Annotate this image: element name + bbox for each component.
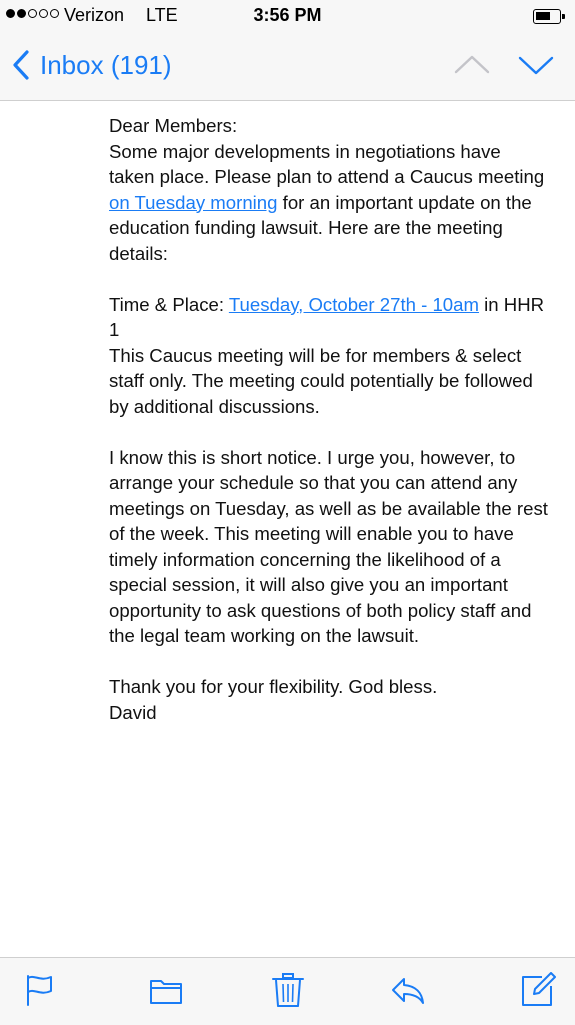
location-text: in HHR 1 [109, 293, 545, 340]
compose-icon [520, 972, 556, 1008]
back-to-inbox-button[interactable] [10, 48, 172, 82]
clock: 3:56 PM [253, 5, 322, 25]
chevron-left-icon [10, 48, 32, 82]
email-closing: Thank you for your flexibility. God bless. [109, 676, 438, 697]
email-text: Some major developments in negotiations have taken place. Please plan to attend a Caucus meeting [109, 140, 545, 187]
folder-icon [148, 972, 184, 1008]
email-greeting: Dear Members: [109, 115, 238, 136]
flag-button[interactable] [22, 972, 58, 1008]
previous-message-button[interactable] [452, 48, 492, 82]
bottom-toolbar [0, 957, 575, 1025]
email-time-place [109, 292, 549, 343]
status-bar [0, 0, 575, 34]
next-message-button[interactable] [516, 48, 556, 82]
nav-bar [0, 34, 575, 101]
carrier-name: Verizon [64, 5, 125, 25]
date-link-tuesday-morning[interactable]: on Tuesday morning [109, 191, 278, 213]
network-type: LTE [146, 5, 178, 25]
email-paragraph-3: I know this is short notice. I urge you, however, to arrange your schedule so that you can attend any meetings on Tuesday, as well as be available the rest of the week. This meeting will enable you to have timely information concerning the likelihood of a special session, it will also give you an important opportunity to ask questions of both policy staff and the legal team working on the lawsuit. [109, 446, 548, 646]
time-place-label: Time & Place: [109, 293, 229, 315]
delete-button[interactable] [270, 972, 306, 1008]
battery-icon [533, 9, 561, 24]
back-button-label: Inbox (191) [40, 49, 172, 80]
reply-button[interactable] [390, 972, 426, 1008]
move-to-folder-button[interactable] [148, 972, 184, 1008]
email-signature: David [109, 701, 157, 723]
trash-icon [270, 972, 306, 1008]
email-paragraph-1 [109, 139, 549, 267]
date-link-tuesday-october-27th[interactable]: Tuesday, October 27th - 10am [228, 293, 479, 315]
flag-icon [22, 972, 58, 1008]
compose-button[interactable] [520, 972, 556, 1008]
chevron-up-icon [452, 48, 492, 82]
reply-icon [390, 972, 426, 1008]
chevron-down-icon [516, 48, 556, 82]
email-text: for an important update on the education funding lawsuit. Here are the meeting details: [109, 191, 532, 264]
email-body [109, 113, 549, 725]
email-paragraph-2: This Caucus meeting will be for members & select staff only. The meeting could potentially be followed by additional discussions. [109, 344, 533, 417]
